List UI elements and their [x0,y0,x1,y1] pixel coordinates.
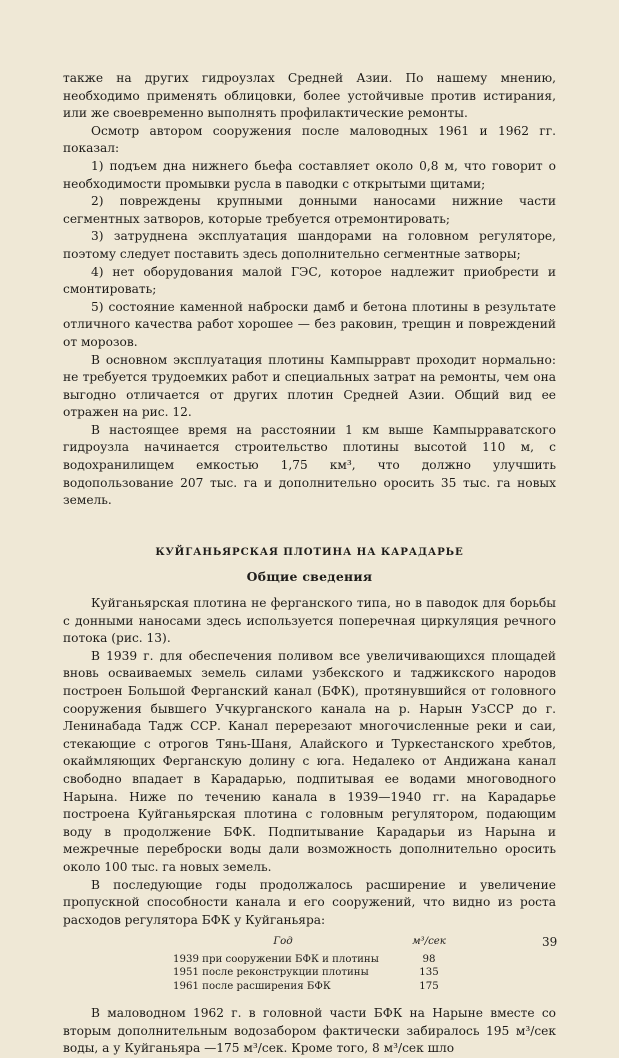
table-cell-value: 98 [422,953,436,965]
paragraph: В настоящее время на расстоянии 1 км выше Кампырраватского гидроузла начинается строительство плотины высотой 110 м, с водохранилищем емкостью 1,75 км³, что должно улучшить водопользование 207 тыс. га и дополнительно оросить 35 тыс. га новых земель. [63,422,556,508]
list-item: 1) подъем дна нижнего бьефа составляет около 0,8 м, что говорит о необходимости промывки русла в паводки с открытыми щитами; [63,158,556,191]
table-cell-label: 1951 после реконструкции плотины [173,967,369,979]
paragraph: также на других гидроузлах Средней Азии. По нашему мнению, необходимо применять облицовки, более устойчивые против истирания, или же своевременно выполнять профилактические ремонты. [63,71,556,121]
table-row [173,980,465,993]
table-row [173,953,465,966]
table-row [173,966,465,979]
table-cell-value: 135 [419,967,439,979]
body-text [63,70,556,1058]
paragraph: В последующие годы продолжалось расширение и увеличение пропускной способности канала и его сооружений, что видно из роста расходов регулятора БФК у Куйганьяра: [63,877,556,927]
table-header-year: Год [273,936,293,948]
list-item: 4) нет оборудования малой ГЭС, которое надлежит приобрести и смонтировать; [63,264,556,297]
table-header-flow: м³/сек [412,936,446,948]
page-number: 39 [542,935,558,949]
table-cell-label: 1961 после расширения БФК [173,980,331,992]
paragraph: Осмотр автором сооружения после маловодных 1961 и 1962 гг. показал: [63,123,556,156]
paragraph: В маловодном 1962 г. в головной части БФК на Нарыне вместе со вторым дополнительным водозабором фактически забиралось 195 м³/сек воды, а у Куйганьяра —175 м³/сек. Кроме того, 8 м³/сек шло [63,1005,556,1056]
subsection-title: Общие сведения [246,569,373,585]
table-cell-value: 175 [419,980,439,992]
paragraph: Куйганьярская плотина не ферганского типа, но в паводок для борьбы с донными наносами здесь используется поперечная циркуляция речного потока (рис. 13). [63,596,556,646]
list-item: 5) состояние каменной наброски дамб и бетона плотины в результате отличного качества работ хорошее — без раковин, трещин и повреждений от морозов. [63,299,556,349]
section-title: КУЙГАНЬЯРСКАЯ ПЛОТИНА НА КАРАДАРЬЕ [155,545,464,558]
flow-table [173,935,465,993]
list-item: 3) затруднена эксплуатация шандорами на головном регуляторе, поэтому следует поставить здесь дополнительно сегментные затворы; [63,229,556,261]
paragraph: В 1939 г. для обеспечения поливом все увеличивающихся площадей вновь осваиваемых земель силами узбекского и таджикского народов построен Большой Ферганский канал (БФК), протянувшийся от головного сооружения бывшего Учкурганского канала на р. Нарын УзССР до г. Ленинабада Тадж ССР. Канал перерезают многочисленные реки и саи, стекающие с отрогов Тянь-Шаня, Алайского и Туркестанского хребтов, окаймляющих Ферганскую долину с юга. Недалеко от Андижана канал свободно впадает в Карадарью, подпитывая ее водами многоводного Нарына. Ниже по течению канала в 1939—1940 гг. на Карадарье построена Куйганьярская плотина с головным регулятором, подающим воду в продолжение БФК. Подпитывание Карадарьи из Нарына и межречные переброски воды дали возможность дополнительно оросить около 100 тыс. га новых земель. [63,648,556,874]
paragraph: В основном эксплуатация плотины Кампырравт проходит нормально: не требуется трудоемких работ и специальных затрат на ремонты, чем она выгодно отличается от других плотин Средней Азии. Общий вид ее отражен на рис. 12. [63,352,556,420]
table-cell-label: 1939 при сооружении БФК и плотины [173,953,379,965]
list-item: 2) повреждены крупными донными наносами нижние части сегментных затворов, которые требуется отремонтировать; [63,194,556,226]
